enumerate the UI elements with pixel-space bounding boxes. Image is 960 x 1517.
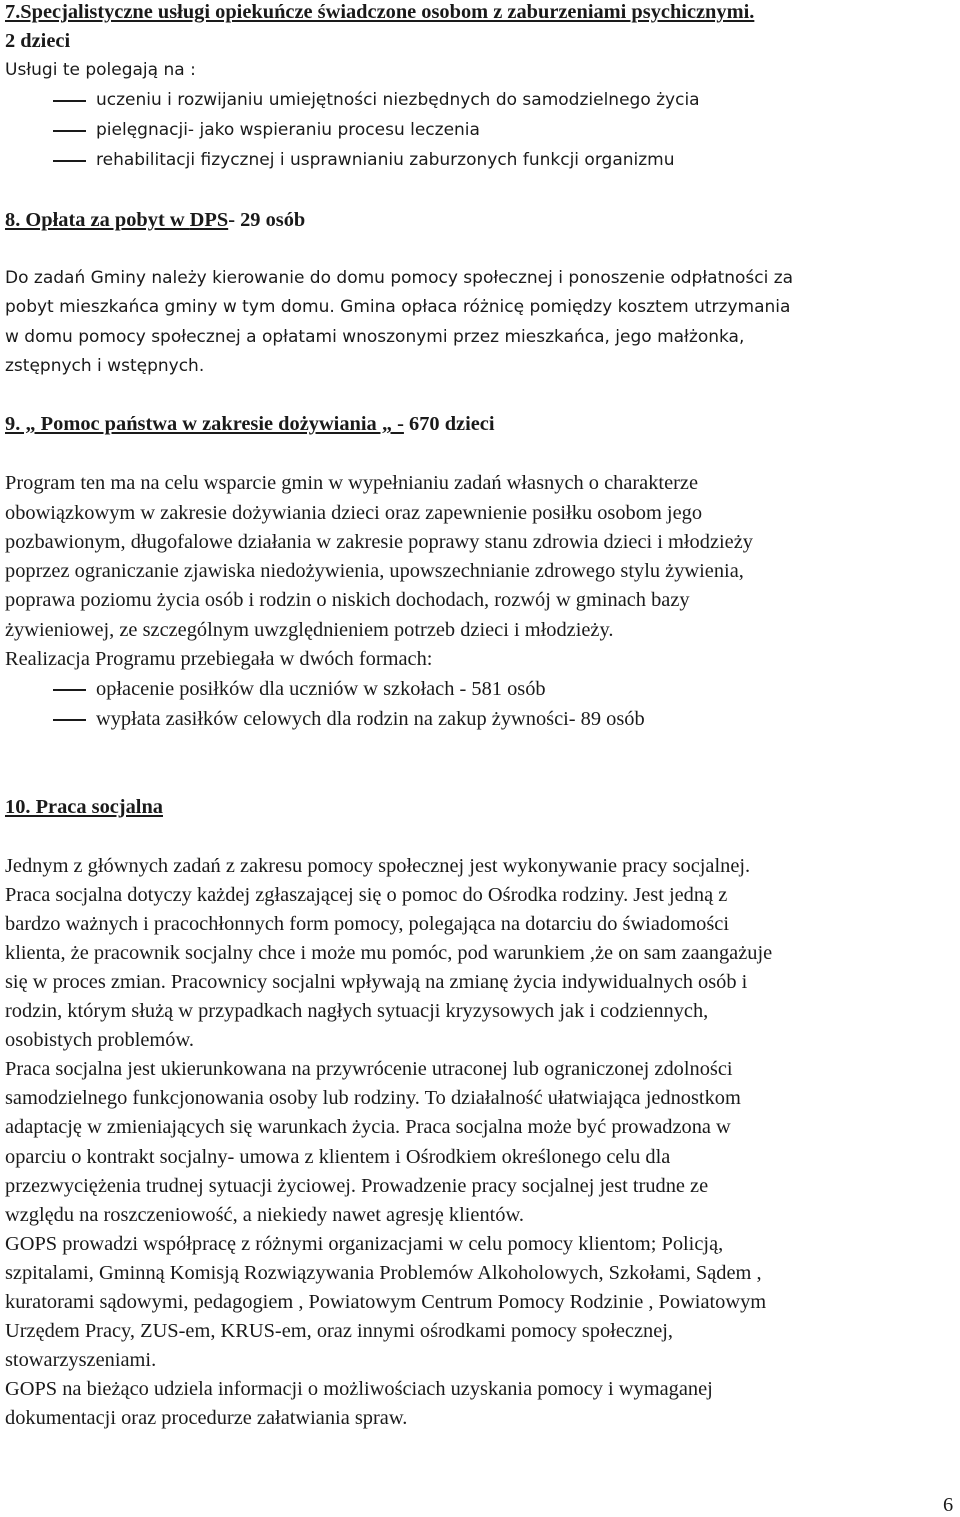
paragraph-line: obowiązkowym w zakresie dożywiania dzieci oraz zapewnienie posiłku osobom jego — [5, 502, 703, 524]
paragraph-line: żywieniowej, ze szczególnym uwzględnieniem potrzeb dzieci i młodzieży. — [5, 619, 614, 641]
paragraph-line: poprzez ograniczanie zjawiska niedożywienia, upowszechnianie zdrowego stylu żywienia, — [5, 560, 744, 582]
list-item-text: pielęgnacji- jako wspieraniu procesu leczenia — [96, 120, 480, 140]
paragraph-line: GOPS prowadzi współpracę z różnymi organizacjami w celu pomocy klientom; Policją, — [5, 1233, 724, 1255]
paragraph-line: adaptację w zmieniających się warunkach życia. Praca socjalna może być prowadzona w — [5, 1116, 731, 1138]
paragraph-line: Praca socjalna dotyczy każdej zgłaszającej się o pomoc do Ośrodka rodziny. Jest jedną z — [5, 884, 728, 906]
list-item-text: opłacenie posiłków dla uczniów w szkołach - 581 osób — [96, 678, 546, 700]
dash-bullet-icon — [53, 689, 86, 691]
section-8-heading-suffix: - 29 osób — [228, 209, 306, 231]
section-8-heading — [5, 208, 305, 232]
paragraph-line: Praca socjalna jest ukierunkowana na przywrócenie utraconej lub ograniczonej zdolności — [5, 1058, 733, 1080]
dash-bullet-icon — [53, 100, 86, 102]
paragraph-line: osobistych problemów. — [5, 1029, 194, 1051]
paragraph-line: pobyt mieszkańca gminy w tym domu. Gmina opłaca różnicę pomiędzy kosztem utrzymania — [5, 297, 791, 317]
paragraph-line: bardzo ważnych i pracochłonnych form pomocy, polegająca na dotarciu do świadomości — [5, 913, 729, 935]
paragraph-line: Do zadań Gminy należy kierowanie do domu pomocy społecznej i ponoszenie odpłatności za — [5, 268, 794, 288]
paragraph-line: Program ten ma na celu wsparcie gmin w wypełnianiu zadań własnych o charakterze — [5, 472, 699, 494]
paragraph-line: w domu pomocy społecznej a opłatami wnoszonymi przez mieszkańca, jego małżonka, — [5, 327, 745, 347]
list-item-text: rehabilitacji fizycznej i usprawnianiu zaburzonych funkcji organizmu — [96, 150, 675, 170]
page-number: 6 — [943, 1494, 954, 1516]
dash-bullet-icon — [53, 719, 86, 721]
section-7-heading: 7.Specjalistyczne usługi opiekuńcze świadczone osobom z zaburzeniami psychicznymi. — [5, 1, 755, 23]
section-9-heading-title: 9. „ Pomoc państwa w zakresie dożywiania „ - — [5, 413, 404, 435]
section-7-count: 2 dzieci — [5, 30, 71, 52]
paragraph-line: dokumentacji oraz procedurze załatwiania spraw. — [5, 1407, 408, 1429]
paragraph-line: względu na roszczeniowość, a niekiedy nawet agresję klientów. — [5, 1204, 525, 1226]
paragraph-line: Realizacja Programu przebiegała w dwóch formach: — [5, 648, 433, 670]
section-8-heading-prefix: 8. Opłata za pobyt w — [5, 209, 190, 231]
dash-bullet-icon — [53, 130, 86, 132]
paragraph-line: rodzin, którym służą w przypadkach nagłych sytuacji kryzysowych jak i codziennych, — [5, 1000, 709, 1022]
paragraph-line: Jednym z głównych zadań z zakresu pomocy społecznej jest wykonywanie pracy socjalnej. — [5, 855, 751, 877]
paragraph-line: przezwyciężenia trudnej sytuacji życiowej. Prowadzenie pracy socjalnej jest trudne ze — [5, 1175, 709, 1197]
paragraph-line: poprawa poziomu życia osób i rodzin o niskich dochodach, rozwój w gminach bazy — [5, 589, 690, 611]
section-10-heading: 10. Praca socjalna — [5, 796, 163, 818]
dash-bullet-icon — [53, 160, 86, 162]
paragraph-line: oparciu o kontrakt socjalny- umowa z klientem i Ośrodkiem określonego celu dla — [5, 1146, 671, 1168]
paragraph-line: Urzędem Pracy, ZUS-em, KRUS-em, oraz innymi ośrodkami pomocy społecznej, — [5, 1320, 674, 1342]
paragraph-line: stowarzyszeniami. — [5, 1349, 157, 1371]
paragraph-line: pozbawionym, długofalowe działania w zakresie poprawy stanu zdrowia dzieci i młodzieży — [5, 531, 753, 553]
paragraph-line: szpitalami, Gminną Komisją Rozwiązywania Problemów Alkoholowych, Szkołami, Sądem , — [5, 1262, 762, 1284]
paragraph-line: się w proces zmian. Pracownicy socjalni wpływają na zmianę życia indywidualnych osób i — [5, 971, 748, 993]
section-9-heading-count: 670 dzieci — [403, 413, 495, 435]
paragraph-line: samodzielnego funkcjonowania osoby lub rodziny. To działalność ułatwiająca jednostkom — [5, 1087, 741, 1109]
section-8-heading-dps: DPS — [189, 209, 229, 231]
paragraph-line: GOPS na bieżąco udziela informacji o możliwościach uzyskania pomocy i wymaganej — [5, 1378, 713, 1400]
paragraph-line: zstępnych i wstępnych. — [5, 356, 205, 376]
paragraph-line: klienta, że pracownik socjalny chce i może mu pomóc, pod warunkiem ,że on sam zaangażuje — [5, 942, 773, 964]
section-9-heading — [5, 412, 495, 436]
paragraph-line: kuratorami sądowymi, pedagogiem , Powiatowym Centrum Pomocy Rodzinie , Powiatowym — [5, 1291, 767, 1313]
list-item-text: uczeniu i rozwijaniu umiejętności niezbędnych do samodzielnego życia — [96, 90, 700, 110]
list-item-text: wypłata zasiłków celowych dla rodzin na zakup żywności- 89 osób — [96, 708, 645, 730]
section-7-intro: Usługi te polegają na : — [5, 60, 196, 80]
